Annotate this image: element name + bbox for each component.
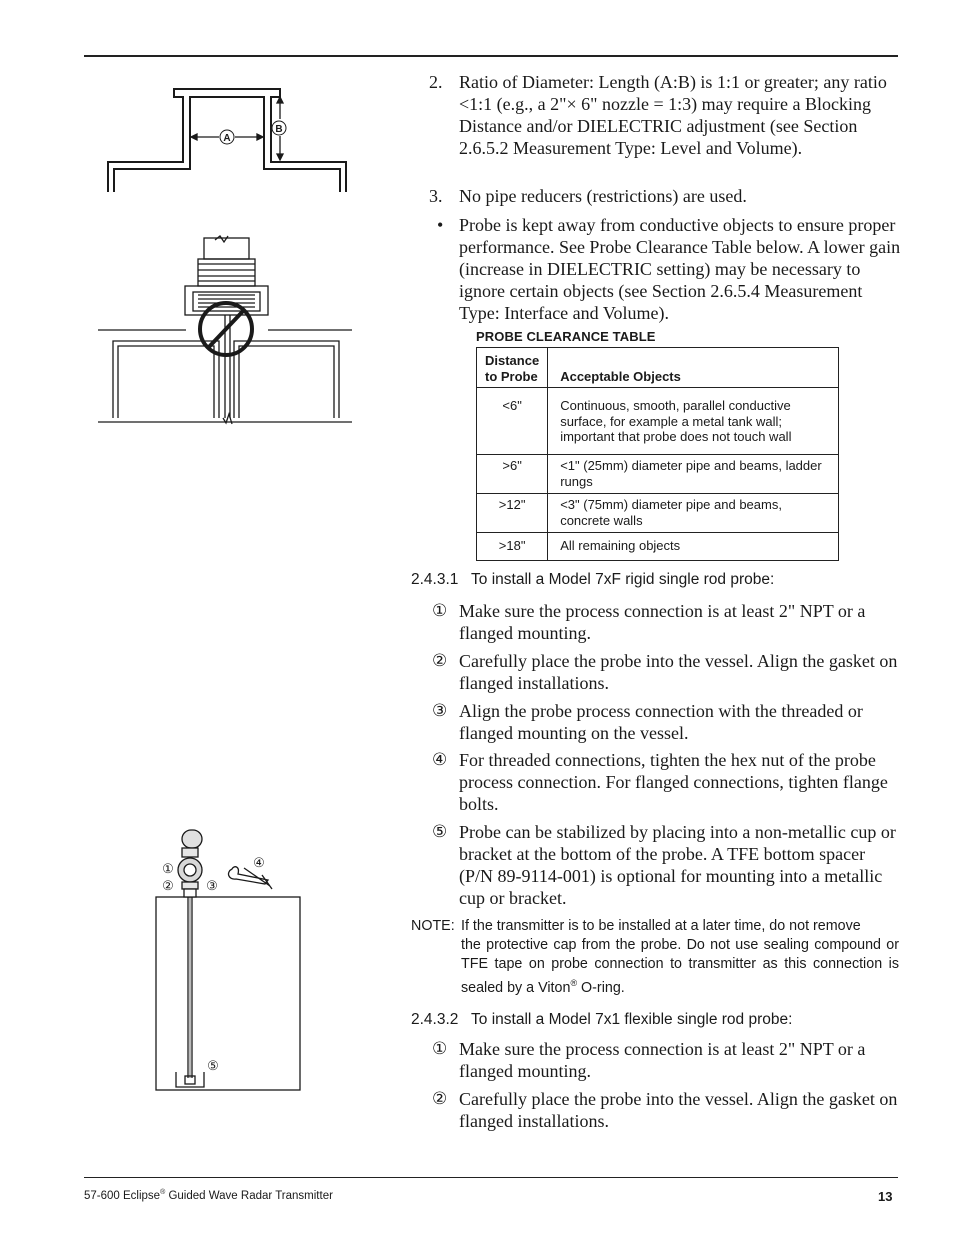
callout-4: ④: [253, 855, 265, 870]
step-number: ⑤: [432, 822, 448, 841]
objects-cell: <3" (75mm) diameter pipe and beams, concrete walls: [548, 494, 839, 533]
table-row: [477, 455, 839, 494]
step-text: For threaded connections, tighten the hex nut of the probe process connection. For flanged connections, tighten flange bolts.: [459, 750, 888, 814]
nozzle-label-b: B: [275, 124, 283, 135]
table-row: [477, 533, 839, 561]
item-number: 2.: [429, 72, 443, 92]
item-text: Ratio of Diameter: Length (A:B) is 1:1 or greater; any ratio <1:1 (e.g., a 2"× 6" nozzle = 1:3) may require a Blocking Distance and/or DIELECTRIC adjustment (see Section 2.6.5.2 Measurement Type: Level and Volume).: [459, 72, 887, 158]
distance-cell: >18": [477, 533, 548, 561]
header-objects: Acceptable Objects: [548, 348, 839, 388]
list-item: [429, 185, 899, 207]
step-number: ②: [432, 1089, 448, 1108]
step-item: [432, 650, 899, 694]
step-number: ①: [432, 601, 448, 620]
table-header-row: [477, 348, 839, 388]
page-number: 13: [878, 1189, 893, 1204]
nozzle-label-a: A: [223, 133, 231, 144]
distance-cell: >6": [477, 455, 548, 494]
table-row: [477, 494, 839, 533]
item-text: No pipe reducers (restrictions) are used.: [459, 186, 747, 206]
distance-cell: <6": [477, 388, 548, 455]
step-text: Carefully place the probe into the vessel. Align the gasket on flanged installations.: [459, 651, 898, 693]
step-number: ③: [432, 701, 448, 720]
table-title: PROBE CLEARANCE TABLE: [476, 329, 656, 344]
callout-3: ③: [206, 878, 218, 893]
step-item: [432, 821, 899, 909]
step-number: ②: [432, 651, 448, 670]
step-item: [432, 600, 899, 644]
bullet-text: Probe is kept away from conductive objects to ensure proper performance. See Probe Clearance Table below. A lower gain (increase in DIELECTRIC setting) may be necessary to ignore certain objects (see Section 2.6.5.4 Measurement Type: Interface and Volume).: [459, 215, 901, 323]
step-item: [432, 1038, 899, 1082]
callout-1: ①: [162, 861, 174, 876]
callout-5: ⑤: [207, 1058, 219, 1073]
step-number: ④: [432, 750, 448, 769]
note-body: the protective cap from the probe. Do not use sealing compound or TFE tape on probe connection to transmitter as this connection is sealed by a Viton® O-ring.: [461, 937, 899, 996]
step-item: [432, 1088, 899, 1132]
bullet-item: [437, 214, 901, 324]
table-row: [477, 388, 839, 455]
objects-cell: <1" (25mm) diameter pipe and beams, ladder rungs: [548, 455, 839, 494]
note-block: [411, 917, 899, 998]
step-text: Carefully place the probe into the vessel. Align the gasket on flanged installations.: [459, 1089, 898, 1131]
note-label: NOTE:: [411, 918, 455, 934]
step-item: [432, 749, 899, 815]
step-text: Make sure the process connection is at least 2" NPT or a flanged mounting.: [459, 601, 866, 643]
bullet-icon: •: [437, 215, 444, 235]
footer-rule: [84, 1177, 898, 1178]
objects-cell: Continuous, smooth, parallel conductive surface, for example a metal tank wall; important that probe does not touch wall: [548, 388, 839, 455]
step-text: Align the probe process connection with the threaded or flanged mounting on the vessel.: [459, 701, 863, 743]
objects-cell: All remaining objects: [548, 533, 839, 561]
header-distance: Distance to Probe: [477, 348, 548, 388]
callout-2: ②: [162, 878, 174, 893]
step-text: Make sure the process connection is at least 2" NPT or a flanged mounting.: [459, 1039, 866, 1081]
list-item: [429, 71, 899, 159]
step-text: Probe can be stabilized by placing into a non-metallic cup or bracket at the bottom of the probe. A TFE bottom spacer (P/N 89-9114-001) is optional for mounting into a metallic cup or bracket.: [459, 822, 896, 908]
note-first-line: If the transmitter is to be installed at a later time, do not remove: [461, 918, 861, 934]
section-heading: 2.4.3.1 To install a Model 7xF rigid single rod probe:: [411, 571, 775, 588]
probe-clearance-table: [476, 347, 839, 561]
step-number: ①: [432, 1039, 448, 1058]
step-item: [432, 700, 899, 744]
item-number: 3.: [429, 186, 443, 206]
section-heading: 2.4.3.2 To install a Model 7x1 flexible single rod probe:: [411, 1011, 793, 1028]
footer-title: 57-600 Eclipse® Guided Wave Radar Transmitter: [84, 1189, 333, 1202]
distance-cell: >12": [477, 494, 548, 533]
